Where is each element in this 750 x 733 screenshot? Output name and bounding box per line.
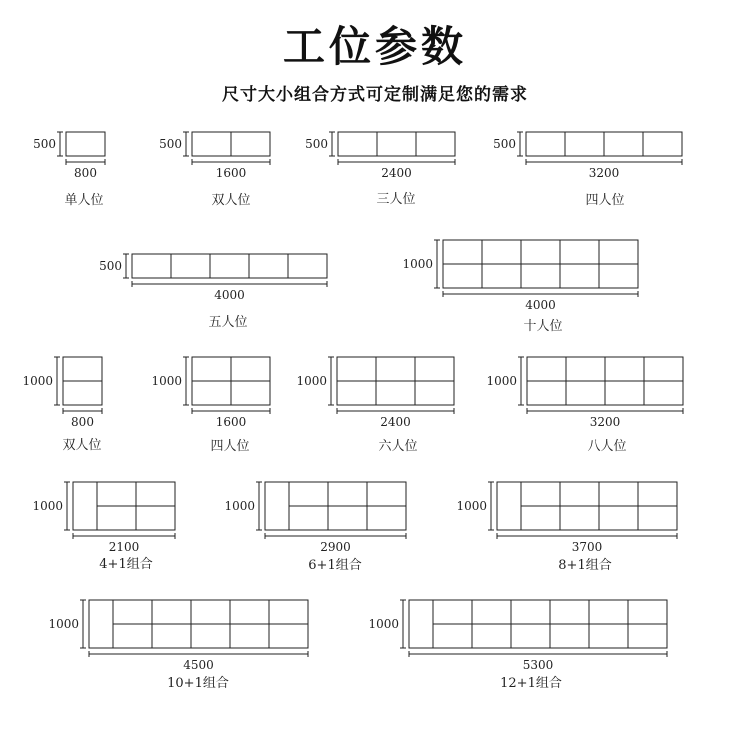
workstation (486, 357, 683, 454)
depth-value: 1000 (151, 374, 182, 388)
workstation-label: 四人位 (210, 439, 250, 454)
depth-value: 1000 (456, 499, 487, 513)
desk-outline (132, 254, 327, 278)
width-value: 2900 (320, 540, 351, 554)
workstation-label: 四人位 (585, 193, 625, 208)
workstation-label: 6+1组合 (308, 558, 362, 573)
workstation (296, 357, 454, 454)
width-value: 4500 (183, 658, 214, 672)
depth-value: 500 (159, 137, 182, 151)
depth-value: 1000 (22, 374, 53, 388)
depth-value: 1000 (402, 257, 433, 271)
depth-value: 1000 (224, 499, 255, 513)
page-subtitle: 尺寸大小组合方式可定制满足您的需求 (222, 85, 528, 105)
depth-value: 1000 (32, 499, 63, 513)
workstation (402, 240, 638, 334)
depth-value: 1000 (48, 617, 79, 631)
workstation (99, 254, 327, 330)
workstation (32, 482, 175, 572)
workstation-label: 双人位 (62, 438, 102, 453)
width-value: 3200 (589, 415, 621, 429)
desk-outline (66, 132, 105, 156)
width-value: 2400 (380, 415, 411, 429)
width-value: 1600 (215, 166, 247, 180)
width-value: 4000 (214, 288, 245, 302)
workstation-label: 三人位 (376, 192, 416, 207)
width-value: 4000 (525, 298, 556, 312)
page-title: 工位参数 (282, 22, 467, 71)
width-value: 3700 (571, 540, 603, 554)
workstation-label: 五人位 (208, 315, 248, 330)
workstation-label: 10+1组合 (167, 676, 229, 691)
workstation-label: 十人位 (523, 319, 563, 334)
workstation-label: 八人位 (587, 439, 627, 454)
depth-value: 1000 (368, 617, 399, 631)
depth-value: 500 (99, 259, 122, 273)
workstation (493, 132, 682, 208)
depth-value: 500 (33, 137, 56, 151)
depth-value: 1000 (296, 374, 327, 388)
workstation (159, 132, 270, 208)
workstation (151, 357, 270, 454)
depth-value: 1000 (486, 374, 517, 388)
width-value: 2400 (381, 166, 412, 180)
width-value: 3200 (588, 166, 620, 180)
width-value: 2100 (108, 540, 140, 554)
workstation (33, 132, 105, 208)
workstation (368, 600, 667, 691)
depth-value: 500 (493, 137, 516, 151)
workstation (22, 357, 102, 453)
desk-outline (338, 132, 455, 156)
workstation (305, 132, 455, 207)
workstation (48, 600, 308, 691)
depth-value: 500 (305, 137, 328, 151)
workstation (456, 482, 677, 573)
workstation (224, 482, 406, 573)
workstation-label: 六人位 (378, 439, 418, 454)
workstation-label: 12+1组合 (500, 676, 562, 691)
workstation-label: 4+1组合 (99, 557, 153, 572)
workstation-label: 单人位 (64, 193, 104, 208)
width-value: 800 (71, 415, 94, 429)
workstation-label: 8+1组合 (558, 558, 612, 573)
workstation-label: 双人位 (211, 193, 251, 208)
width-value: 800 (74, 166, 97, 180)
width-value: 5300 (522, 658, 554, 672)
width-value: 1600 (215, 415, 247, 429)
